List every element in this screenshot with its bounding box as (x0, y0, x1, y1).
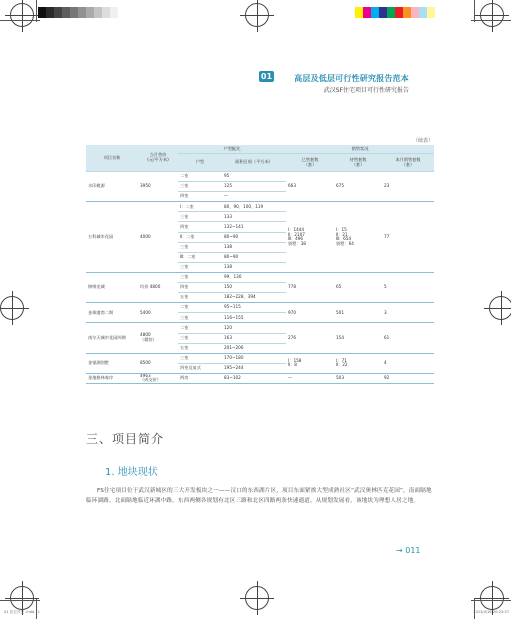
area-range-cell: — (222, 192, 286, 202)
unit-type-cell: 两房 (178, 373, 222, 383)
sold-units-cell: Ⅰ：158 Ⅱ：8 (286, 353, 334, 373)
header-sales-status: 销售状况 (286, 145, 434, 154)
table-row (86, 172, 434, 182)
monthly-sales-cell: 61 (382, 323, 434, 353)
area-range-cell: 163 (222, 333, 286, 343)
area-range-cell: 120 (222, 323, 286, 333)
crop-line (471, 600, 511, 601)
body-paragraph: FS住宅项目位于武汉新城区的三大开发板块之一——汉口的东西湖片区，项目东面紧挨大型成熟社区“武汉奥林匹克花园”，南面隔地临环湖路，北面隔地临近环湖中路，东西两侧各规划有北区三路和北区四路两条快速通道，从规划发展看，该地块为理想人居之地。 (86, 488, 432, 505)
registration-mark-bottom-right (480, 586, 504, 610)
unit-type-cell: 三室 (178, 212, 222, 222)
area-range-cell: 170~180 (222, 353, 286, 363)
monthly-sales-cell: 4 (382, 353, 434, 373)
project-name-cell: 水印桃源 (86, 172, 138, 202)
unsold-units-cell: Ⅰ：71 Ⅱ：22 (334, 353, 382, 373)
unit-type-cell: Ⅱ：二室 (178, 232, 222, 242)
sold-units-cell: 276 (286, 323, 334, 353)
area-range-cell: 195~244 (222, 363, 286, 373)
monthly-sales-cell: 77 (382, 202, 434, 273)
unit-type-cell: 五室 (178, 343, 222, 353)
page-number: → 011 (396, 546, 421, 555)
sold-units-cell: — (286, 373, 334, 383)
grayscale-color-bar (38, 7, 118, 18)
header-unsold-units: 待售套数 （套） (334, 154, 382, 172)
header-monthly-sales: 本月销售套数 （套） (382, 154, 434, 172)
area-range-cell: 182~228、394 (222, 293, 286, 303)
price-cell: 4000 (138, 202, 178, 273)
area-range-cell: 138 (222, 242, 286, 252)
crop-line (474, 0, 475, 22)
area-range-cell: 116~155 (222, 313, 286, 323)
unit-type-cell: 二室 (178, 323, 222, 333)
header-project-name: 项目名称 (86, 145, 138, 172)
area-range-cell: 80~90 (222, 232, 286, 242)
section-heading: 三、项目简介 (86, 432, 165, 446)
crop-line (0, 600, 40, 601)
area-range-cell: 99、130 (222, 272, 286, 282)
table-row (86, 272, 434, 282)
area-range-cell: 125 (222, 182, 286, 192)
unsold-units-cell: Ⅰ：15 Ⅱ：21 Ⅲ：654 别墅：64 (334, 202, 382, 273)
unit-type-cell: 四室 (178, 222, 222, 232)
process-color-bar (355, 7, 435, 18)
project-name-cell: 金珠港湾二期 (86, 303, 138, 323)
running-header-title: 高层及低层可行性研究报告范本 (294, 74, 409, 83)
unit-type-cell: Ⅲ：二室 (178, 252, 222, 262)
area-range-cell: 132~141 (222, 222, 286, 232)
project-name-cell: 南尔天城市花园四期 (86, 323, 138, 353)
monthly-sales-cell: 3 (382, 303, 434, 323)
project-name-cell: 锦绣龙城 (86, 272, 138, 302)
project-name-cell: 万科城市花园 (86, 202, 138, 273)
price-cell: 均价 4800 (138, 272, 178, 302)
price-cell: 8500 (138, 353, 178, 373)
area-range-cell: 138 (222, 262, 286, 272)
registration-mark-top-left (10, 3, 34, 27)
unit-type-cell: 三室 (178, 242, 222, 252)
unit-type-cell: 三室 (178, 272, 222, 282)
sold-units-cell: Ⅰ：1444 Ⅱ：2107 Ⅲ：496 别墅：38 (286, 202, 334, 273)
unit-type-cell: 三室 (178, 182, 222, 192)
monthly-sales-cell: 92 (382, 373, 434, 383)
area-range-cell: 83~102 (222, 373, 286, 383)
price-cell: 5400 (138, 303, 178, 323)
monthly-sales-cell: 23 (382, 172, 434, 202)
area-range-cell: 201~206 (222, 343, 286, 353)
sold-units-cell: 778 (286, 272, 334, 302)
unsold-units-cell: 675 (334, 172, 382, 202)
table-row (86, 373, 434, 383)
table-row (86, 202, 434, 212)
area-range-cell: 95~115 (222, 303, 286, 313)
unit-type-cell: 三室 (178, 313, 222, 323)
unit-type-cell: 四室 (178, 283, 222, 293)
price-cell: 4800 （精装） (138, 323, 178, 353)
registration-mark-mid-right (489, 296, 511, 320)
unit-type-cell: 三室 (178, 262, 222, 272)
unit-type-cell: 二室 (178, 172, 222, 182)
project-name-cell: 金银湖别墅 (86, 353, 138, 373)
registration-mark-bottom-center (245, 586, 269, 610)
unsold-units-cell: 65 (334, 272, 382, 302)
unsold-units-cell: 501 (334, 303, 382, 323)
header-unit-mix: 户型配比 (178, 145, 286, 154)
registration-mark-bottom-left (10, 586, 34, 610)
unit-type-cell: 五室 (178, 293, 222, 303)
table-row (86, 303, 434, 313)
crop-line (36, 598, 37, 619)
crop-line (474, 598, 475, 619)
price-cell: 3950 (138, 172, 178, 202)
unit-type-cell: Ⅰ：二室 (178, 202, 222, 212)
footer-timestamp: 2013/4/16 20:23:37 (473, 610, 509, 614)
crop-line (36, 0, 37, 22)
header-monthly-price: 当月售价 (元/平方米) (138, 145, 178, 172)
monthly-sales-cell: 5 (382, 272, 434, 302)
sold-units-cell: 970 (286, 303, 334, 323)
unit-type-cell: 四室及复式 (178, 363, 222, 373)
unit-type-cell: 四室 (178, 192, 222, 202)
unsold-units-cell: 503 (334, 373, 382, 383)
crop-line (471, 20, 511, 21)
running-header-subtitle: 武汉SF住宅项目可行性研究报告 (323, 87, 409, 94)
chapter-badge: 01 (260, 72, 273, 81)
registration-mark-mid-left (0, 296, 24, 320)
sold-units-cell: 663 (286, 172, 334, 202)
table-row (86, 323, 434, 333)
competitor-sales-table (86, 145, 434, 384)
table-row (86, 353, 434, 363)
price-cell: 4963 （成交价） (138, 373, 178, 383)
area-range-cell: 133 (222, 212, 286, 222)
header-unit-type: 户型 (178, 154, 222, 172)
crop-line (0, 20, 40, 21)
header-area-range: 面积区间（平方米） (222, 154, 286, 172)
unit-type-cell: 二室 (178, 303, 222, 313)
area-range-cell: 80~90 (222, 252, 286, 262)
registration-mark-top-center (245, 3, 269, 27)
area-range-cell: 150 (222, 283, 286, 293)
header-sold-units: 已售套数 （套） (286, 154, 334, 172)
project-name-cell: 金地格林春岸 (86, 373, 138, 383)
registration-mark-top-right (480, 3, 504, 27)
table-continued-note: （续表） (412, 138, 433, 144)
area-range-cell: 80、90、100、119 (222, 202, 286, 212)
unit-type-cell: 三室 (178, 333, 222, 343)
unit-type-cell: 三室 (178, 353, 222, 363)
footer-file-name: 01 住宅开发 .indd 11 (4, 610, 40, 614)
unsold-units-cell: 154 (334, 323, 382, 353)
area-range-cell: 95 (222, 172, 286, 182)
subsection-heading: 1. 地块现状 (105, 467, 158, 478)
